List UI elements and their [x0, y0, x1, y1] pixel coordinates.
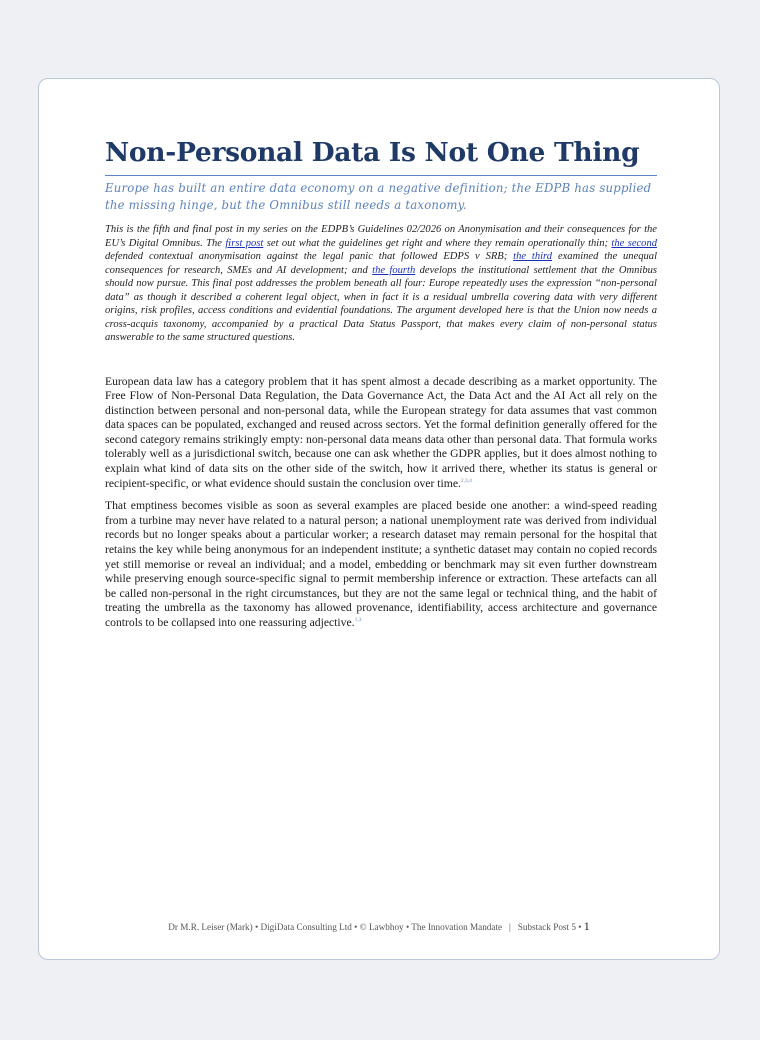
- intro-paragraph: [105, 223, 657, 345]
- article-subtitle: Europe has built an entire data economy on a negative definition; the EDPB has supplied the missing hinge, but the Omnibus still needs a taxonomy.: [105, 181, 652, 212]
- paragraph-text: That emptiness becomes visible as soon as several examples are placed beside one another: a wind-speed reading from a turbine may never have related to a natural person; a national unemployment rate was derived from individual records but no longer speaks about a particular worker; a research dataset may remain personal for the hospital that retains the key while being anonymous for an independent institute; a synthetic dataset may contain no copied records yet still memorise or reveal an individual; and a model, embedding or benchmark may sit even further downstream while preserving enough source-specific signal to permit membership inference or extraction. These artefacts can all be called non-personal in the right circumstances, but they are not the same legal or technical thing, and the habit of treating the umbrella as the taxonomy has allowed provenance, identifiability, access architecture and governance controls to be collapsed into one reassuring adjective.: [105, 499, 657, 629]
- footnote-ref[interactable]: 2,3,4: [460, 477, 472, 484]
- intro-text: defended contextual anonymisation against the legal panic that followed EDPS v SRB;: [105, 251, 514, 262]
- intro-text: develops the institutional settlement that the Omnibus should now pursue. This final post addresses the problem beneath all four: Europe repeatedly uses the expression “non-personal data” as though it described a coherent legal object, when in fact it is a residual umbrella covering data with very different origins, risk profiles, access conditions and evidential foundations. The argument developed here is that the Union now needs a cross-acquis taxonomy, accompanied by a practical Data Status Passport, that makes every claim of non-personal status answerable to the same structured questions.: [105, 264, 657, 343]
- article-title: Non-Personal Data Is Not One Thing: [105, 135, 657, 176]
- intro-text: examined the unequal consequences for research, SMEs and AI development; and: [105, 251, 657, 276]
- page-footer: [39, 919, 719, 934]
- link-fourth-post[interactable]: the fourth: [372, 264, 416, 276]
- page-number: 1: [583, 919, 590, 933]
- document-page: [38, 78, 720, 960]
- paragraph-text: European data law has a category problem that it has spent almost a decade describing as a market opportunity. The Free Flow of Non-Personal Data Regulation, the Data Governance Act, the Data Act and the AI Act all rely on the distinction between personal and non-personal data, while the European strategy for data assumes that vast common data spaces can be populated, exchanged and reused across sectors. Yet the formal definition generally offered for the second category remains strikingly empty: non-personal data means data other than personal data. That formula works tolerably well as a jurisdictional switch, because one can ask whether the GDPR applies, but it does almost nothing to explain what kind of data sits on the other side of the switch, how it arrived there, whether its status is general or recipient-specific, or what evidence should sustain the conclusion over time.: [105, 374, 657, 490]
- link-third-post[interactable]: the third: [513, 251, 553, 262]
- article: [105, 135, 657, 631]
- body-paragraph: [105, 375, 657, 492]
- link-first-post[interactable]: first post: [225, 237, 264, 249]
- intro-text: set out what the guidelines get right and where they remain operationally thin;: [263, 237, 612, 249]
- intro-text: This is the fifth and final post in my series on the EDPB’s Guidelines 02/2026 on Anonymisation and their consequences for the EU’s Digital Omnibus. The: [105, 224, 657, 249]
- footer-text: Dr M.R. Leiser (Mark) • DigiData Consulting Ltd • © Lawbhoy • The Innovation Mandate | Substack Post 5 •: [168, 922, 582, 932]
- body-paragraph: [105, 499, 657, 630]
- footnote-ref[interactable]: 1,3: [354, 617, 362, 624]
- link-second-post[interactable]: the second: [611, 237, 658, 249]
